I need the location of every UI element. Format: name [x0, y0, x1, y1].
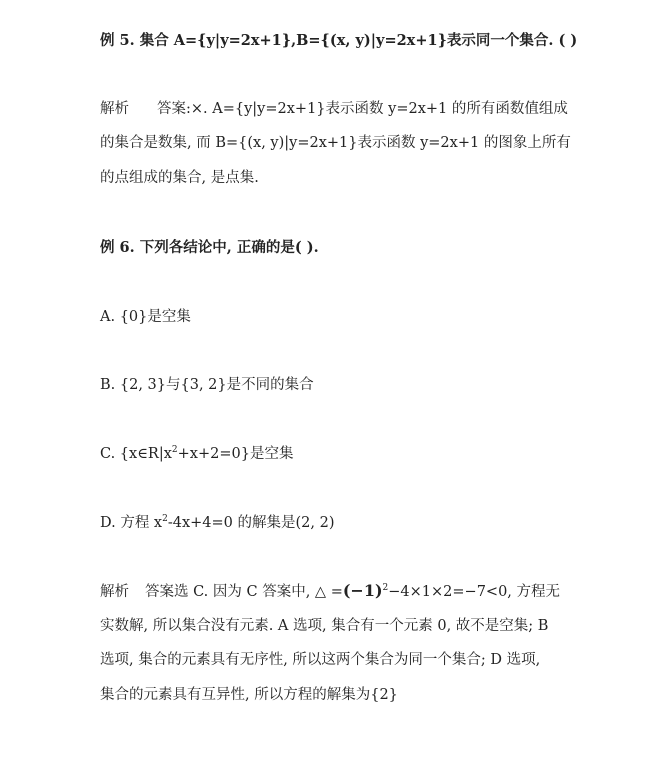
example-5-answer-line-3: 的点组成的集合, 是点集. [100, 170, 259, 186]
option-d-text-end: -4x+4=0 的解集是(2, 2) [167, 515, 335, 531]
option-d [100, 513, 335, 533]
option-c-text-start: C. {x∈R|x [100, 446, 172, 462]
option-c-text-end: +x+2=0}是空集 [177, 446, 294, 462]
example-5-answer-line-1 [100, 99, 568, 119]
example-6-answer-line-1 [100, 581, 560, 602]
option-c [100, 444, 293, 464]
option-c-exponent: 2 [171, 445, 178, 456]
example-6-answer-line-2: 实数解, 所以集合没有元素. A 选项, 集合有一个元素 0, 故不是空集; B [100, 618, 549, 634]
answer-text-end: −4×1×2=−7<0, 方程无 [388, 584, 561, 600]
example-6-question: 例 6. 下列各结论中, 正确的是( ). [100, 239, 319, 256]
example-6-answer-line-3: 选项, 集合的元素具有无序性, 所以这两个集合为同一个集合; D 选项, [100, 652, 541, 668]
analysis-label: 解析 [100, 101, 129, 117]
analysis-label: 解析 [100, 584, 129, 600]
answer-exponent: 2 [382, 583, 389, 594]
option-a: A. {0}是空集 [100, 309, 191, 325]
example-5-question: 例 5. 集合 A={y|y=2x+1},B={(x, y)|y=2x+1}表示同一个集合. ( ) [100, 32, 578, 49]
example-5-answer-line-2: 的集合是数集, 而 B={(x, y)|y=2x+1}表示函数 y=2x+1 的图象上所有 [100, 135, 571, 151]
answer-text-start: 答案选 C. 因为 C 答案中, △ = [145, 584, 343, 600]
option-d-exponent: 2 [162, 514, 168, 525]
answer-formula: (−1) [342, 581, 383, 600]
option-d-text-start: D. 方程 x [100, 515, 163, 531]
answer-text: 答案:×. A={y|y=2x+1}表示函数 y=2x+1 的所有函数值组成 [157, 101, 568, 117]
option-b: B. {2, 3}与{3, 2}是不同的集合 [100, 377, 314, 393]
example-6-answer-line-4: 集合的元素具有互异性, 所以方程的解集为{2} [100, 687, 398, 703]
